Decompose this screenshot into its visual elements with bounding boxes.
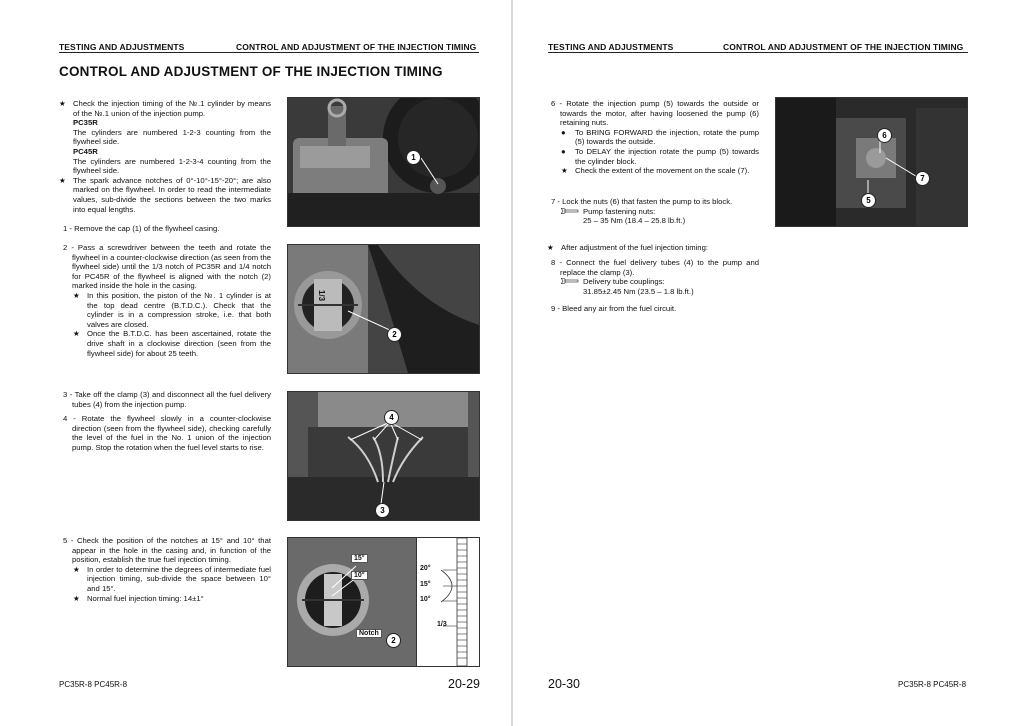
star-icon: ★	[73, 329, 80, 339]
model-text: The cylinders are numbered 1-2-3-4 counting from the flywheel side.	[73, 156, 271, 176]
engine-photo-illustration	[288, 392, 479, 520]
star-icon: ★	[73, 564, 80, 574]
torque-spec	[561, 277, 759, 296]
figure-notch-photo	[287, 537, 417, 667]
star-icon: ★	[59, 175, 66, 185]
bullet-dot-icon: ●	[561, 146, 566, 156]
step-1: 1 - Remove the cap (1) of the flywheel casing.	[63, 224, 220, 233]
callout-4: 4	[384, 410, 399, 425]
callout-7: 7	[915, 171, 930, 186]
page-number: 20-30	[548, 677, 580, 691]
step-note: To BRING FORWARD the injection, rotate the pump (5) towards the outside.	[575, 127, 759, 147]
right-page	[513, 0, 1024, 726]
torque-label: Delivery tube couplings:	[583, 277, 665, 287]
figure-pump-adjustment	[775, 97, 968, 227]
step-2	[63, 243, 271, 358]
page-title: CONTROL AND ADJUSTMENT OF THE INJECTION TIMING	[59, 64, 443, 79]
header-topic: CONTROL AND ADJUSTMENT OF THE INJECTION TIMING	[236, 42, 477, 52]
step-note: In order to determine the degrees of intermediate fuel injection timing, sub-divide the space between 10° and 15°.	[87, 564, 271, 593]
notch-label: Notch	[356, 629, 382, 638]
header-section: TESTING AND ADJUSTMENTS	[59, 42, 185, 52]
step-6	[551, 99, 759, 176]
intro-block	[59, 99, 271, 214]
torque-value: 25 – 35 Nm (18.4 – 25.8 lb.ft.)	[583, 216, 686, 226]
step-note: Normal fuel injection timing: 14±1°	[87, 593, 204, 603]
step-note: Once the B.T.D.C. has been ascertained, rotate the drive shaft in a clockwise direction (seen from the flywheel side) for about 25 teeth.	[87, 329, 271, 358]
intro-bullet: The spark advance notches of 0°-10°-15°-20°; are also marked on the flywheel. In order to read the intermediate values, sub-divide the sections between the two marks into equal lengths.	[73, 175, 271, 214]
step-6-text: 6 - Rotate the injection pump (5) towards the outside or towards the motor, after having loosened the pump (6) retaining nuts.	[551, 99, 759, 128]
callout-1: 1	[406, 150, 421, 165]
flywheel-mark: 1/3	[317, 289, 327, 302]
footer-model: PC35R-8 PC45R-8	[898, 680, 967, 689]
step-9: 9 - Bleed any air from the fuel circuit.	[551, 304, 677, 313]
torque-spec	[561, 207, 759, 226]
step-7	[551, 197, 759, 226]
header-section: TESTING AND ADJUSTMENTS	[548, 42, 674, 52]
header-rule	[548, 52, 968, 53]
step-note: Check the extent of the movement on the scale (7).	[575, 166, 750, 176]
step-5-text: 5 - Check the position of the notches at 15° and 10° that appear in the hole in the casing and, in function of the position, establish the true fuel injection timing.	[63, 536, 271, 565]
page-number: 20-29	[448, 677, 480, 691]
pump-photo-illustration	[288, 98, 479, 226]
flywheel-photo-illustration	[288, 245, 479, 373]
callout-6: 6	[877, 128, 892, 143]
mark-15: 15°	[351, 554, 368, 563]
header-topic: CONTROL AND ADJUSTMENT OF THE INJECTION TIMING	[723, 42, 964, 52]
step-3: 3 - Take off the clamp (3) and disconnect all the fuel delivery tubes (4) from the injection pump.	[63, 390, 271, 409]
callout-2: 2	[386, 633, 401, 648]
figure-flywheel-hole	[287, 244, 480, 374]
wrench-icon	[561, 278, 579, 284]
star-icon: ★	[547, 243, 554, 252]
step-note: To DELAY the injection rotate the pump (5) towards the cylinder block.	[575, 146, 759, 166]
left-page	[0, 0, 511, 726]
model-text: The cylinders are numbered 1-2-3 counting from the flywheel side.	[73, 127, 271, 147]
intro-bullet: Check the injection timing of the №.1 cylinder by means of the №.1 union of the injection pump.	[73, 99, 271, 118]
scale-1-3: 1/3	[437, 621, 447, 628]
step-7-text: 7 - Lock the nuts (6) that fasten the pump to its block.	[551, 197, 733, 206]
after-adjustment	[547, 243, 759, 253]
figure-injection-pump	[287, 97, 480, 227]
callout-5: 5	[861, 193, 876, 208]
callout-2: 2	[387, 327, 402, 342]
star-icon: ★	[561, 166, 568, 176]
model-label: PC35R	[73, 118, 98, 128]
torque-label: Pump fastening nuts:	[583, 206, 656, 216]
mark-10: 10°	[351, 571, 368, 580]
scale-10: 10°	[420, 596, 431, 603]
bullet-dot-icon: ●	[561, 127, 566, 137]
step-note: In this position, the piston of the №. 1 cylinder is at the top dead centre (B.T.D.C.). Check that the cylinder is in a compression stroke, i.e. that both valves are closed.	[87, 290, 271, 329]
star-icon: ★	[59, 99, 66, 108]
step-4: 4 - Rotate the flywheel slowly in a counter-clockwise direction (seen from the flywheel side), checking carefully the level of the fuel in the No. 1 union of the injection pump. Stop the rotation when the fuel level starts to rise.	[63, 414, 271, 452]
callout-3: 3	[375, 503, 390, 518]
step-8	[551, 258, 759, 296]
step-8-text: 8 - Connect the fuel delivery tubes (4) to the pump and replace the clamp (3).	[551, 258, 759, 277]
torque-value: 31.85±2.45 Nm (23.5 – 1.8 lb.ft.)	[583, 286, 694, 296]
figure-delivery-tubes	[287, 391, 480, 521]
star-icon: ★	[73, 593, 80, 603]
after-text: After adjustment of the fuel injection timing:	[561, 243, 708, 252]
footer-model: PC35R-8 PC45R-8	[59, 680, 128, 689]
model-label: PC45R	[73, 146, 98, 156]
header-rule	[59, 52, 479, 53]
wrench-icon	[561, 208, 579, 214]
scale-15: 15°	[420, 581, 431, 588]
step-5	[63, 536, 271, 603]
scale-20: 20°	[420, 565, 431, 572]
star-icon: ★	[73, 290, 80, 300]
figure-timing-scale	[416, 537, 480, 667]
step-2-text: 2 - Pass a screwdriver between the teeth and rotate the flywheel in a counter-clockwise direction (as seen from the flywheel side) until the 1/3 notch of PC35R and 1/4 notch for PC45R of the flywheel is aligned with the notch (2) marked inside the hole in the casing.	[63, 243, 271, 291]
